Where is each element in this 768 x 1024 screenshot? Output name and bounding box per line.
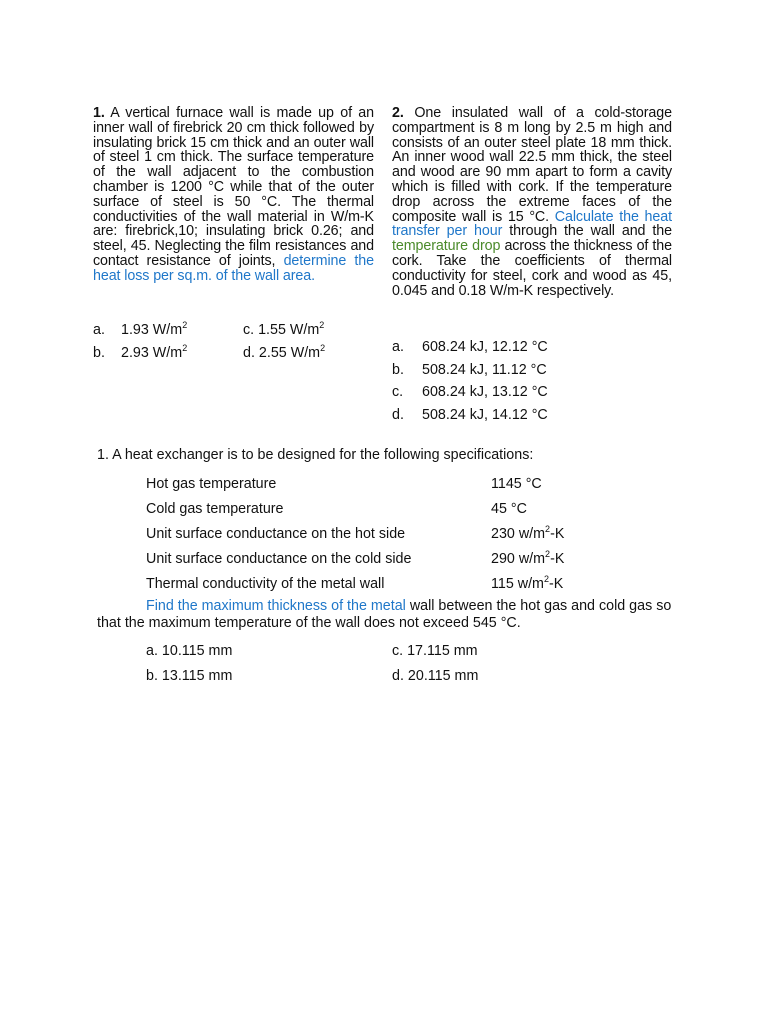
heat-exchanger-highlight: Find the maximum thickness of the metal [146, 598, 406, 614]
question-1-highlight: determine the heat loss per sq.m. of the wall area. [93, 252, 374, 284]
spec-value: 290 $w/m^2-K$ [491, 548, 565, 567]
heat-exchanger-body: wall between the hot gas and cold gas so that the maximum temperature of the wall does not exceed 545 °C. [97, 598, 672, 631]
option-sup: 2 [319, 320, 325, 331]
option-value: 1.93 W/m [121, 322, 183, 338]
option-value: 508.24 kJ, 11.12 °C [422, 361, 547, 378]
option-letter: c. [392, 384, 404, 400]
question-1-option-b[interactable] [93, 344, 243, 363]
question-2-options [392, 336, 672, 426]
question-2-text [392, 106, 672, 298]
question-2-body-middle: through the wall and the [502, 223, 672, 240]
spec-value: 230 $w/m^2-K$ [491, 523, 565, 542]
heat-exchanger-intro: 1. A heat exchanger is to be designed for the following specifications: [97, 447, 534, 463]
question-2-body-end: across the thickness of the cork. Take the coefficients of thermal conductivity for steel, cork and wood as 45, 0.045 and 0.18 W/m-K respectively. [392, 238, 672, 299]
spec-value: 1145 °C [491, 475, 542, 492]
spec-row [146, 571, 564, 596]
option-letter: d. [392, 406, 404, 423]
spec-row [146, 471, 564, 496]
option-value: 2.55 W/m [258, 345, 321, 361]
heat-exchanger-option-d[interactable]: d. 20.115 mm [392, 668, 479, 684]
spec-value: 115 $w/m^2-K$ [491, 573, 564, 592]
question-1-option-d[interactable] [243, 344, 374, 363]
heat-exchanger-question [97, 598, 677, 632]
question-2-highlight-green: temperature drop [392, 238, 501, 255]
question-1-number: 1. [93, 105, 105, 121]
spec-label: Unit surface conductance on the hot side [146, 525, 406, 542]
option-value: 608.24 kJ, 12.12 °C [422, 339, 548, 355]
spec-value: 45 °C [491, 500, 527, 517]
option-letter: c. [243, 322, 255, 338]
question-2 [392, 106, 672, 298]
spec-label: Hot gas temperature [146, 475, 277, 492]
spec-table [146, 471, 564, 596]
spec-row [146, 521, 564, 546]
heat-exchanger-options [146, 642, 677, 686]
spec-label: Thermal conductivity of the metal wall [146, 575, 385, 592]
option-value: 1.55 W/m [258, 322, 320, 338]
question-1-text [93, 106, 374, 284]
heat-exchanger-option-c[interactable]: c. 17.115 mm [392, 643, 478, 659]
option-letter: d. [243, 345, 255, 361]
question-heat-exchanger [97, 446, 677, 686]
question-2-option-b[interactable] [392, 359, 672, 382]
question-1-option-a[interactable] [93, 321, 243, 340]
option-letter: a. [93, 322, 105, 338]
spec-row [146, 546, 564, 571]
option-sup: 2 [182, 320, 188, 331]
heat-exchanger-option-a[interactable]: a. 10.115 mm [146, 643, 233, 659]
option-letter: b. [392, 361, 404, 378]
question-2-body: One insulated wall of a cold-storage compartment is 8 m long by 2.5 m high and consists of an outer steel plate 18 mm thick. An inner wood wall 22.5 mm thick, the steel and wood are 90 mm apart to form a cavity which is filled with cork. If the temperature drop across the extreme faces of the composite wall is 15 °C. [392, 105, 672, 225]
question-2-highlight-blue: Calculate the heat transfer per hour [392, 208, 672, 240]
spec-label: Cold gas temperature [146, 500, 284, 517]
question-2-option-a[interactable] [392, 336, 672, 359]
option-value: 508.24 kJ, 14.12 °C [422, 406, 548, 423]
option-value: 608.24 kJ, 13.12 °C [422, 384, 548, 400]
option-value: 2.93 W/m [121, 345, 183, 361]
option-letter: b. [93, 345, 105, 361]
question-1 [93, 106, 374, 284]
option-letter: a. [392, 339, 404, 355]
question-1-option-c[interactable] [243, 321, 374, 340]
option-sup: 2 [182, 343, 188, 354]
heat-exchanger-option-b[interactable]: b. 13.115 mm [146, 668, 233, 684]
question-1-body: A vertical furnace wall is made up of an inner wall of firebrick 20 cm thick followed by insulating brick 15 cm thick and an outer wall of steel 1 cm thick. The surface temperature of the wall adjacent to the combustion chamber is 1200 °C while that of the outer surface of steel is 50 °C. The thermal conductivities of the wall material in W/m-K are: firebrick,10; insulating brick 0.26; and steel, 45. Neglecting the film resistances and contact resistance of joints, [93, 105, 374, 269]
spec-label: Unit surface conductance on the cold side [146, 550, 412, 567]
spec-row [146, 496, 564, 521]
question-2-number: 2. [392, 105, 404, 121]
question-2-option-d[interactable] [392, 404, 672, 427]
question-1-options [93, 321, 374, 363]
question-2-option-c[interactable] [392, 381, 672, 404]
option-sup: 2 [320, 343, 326, 354]
